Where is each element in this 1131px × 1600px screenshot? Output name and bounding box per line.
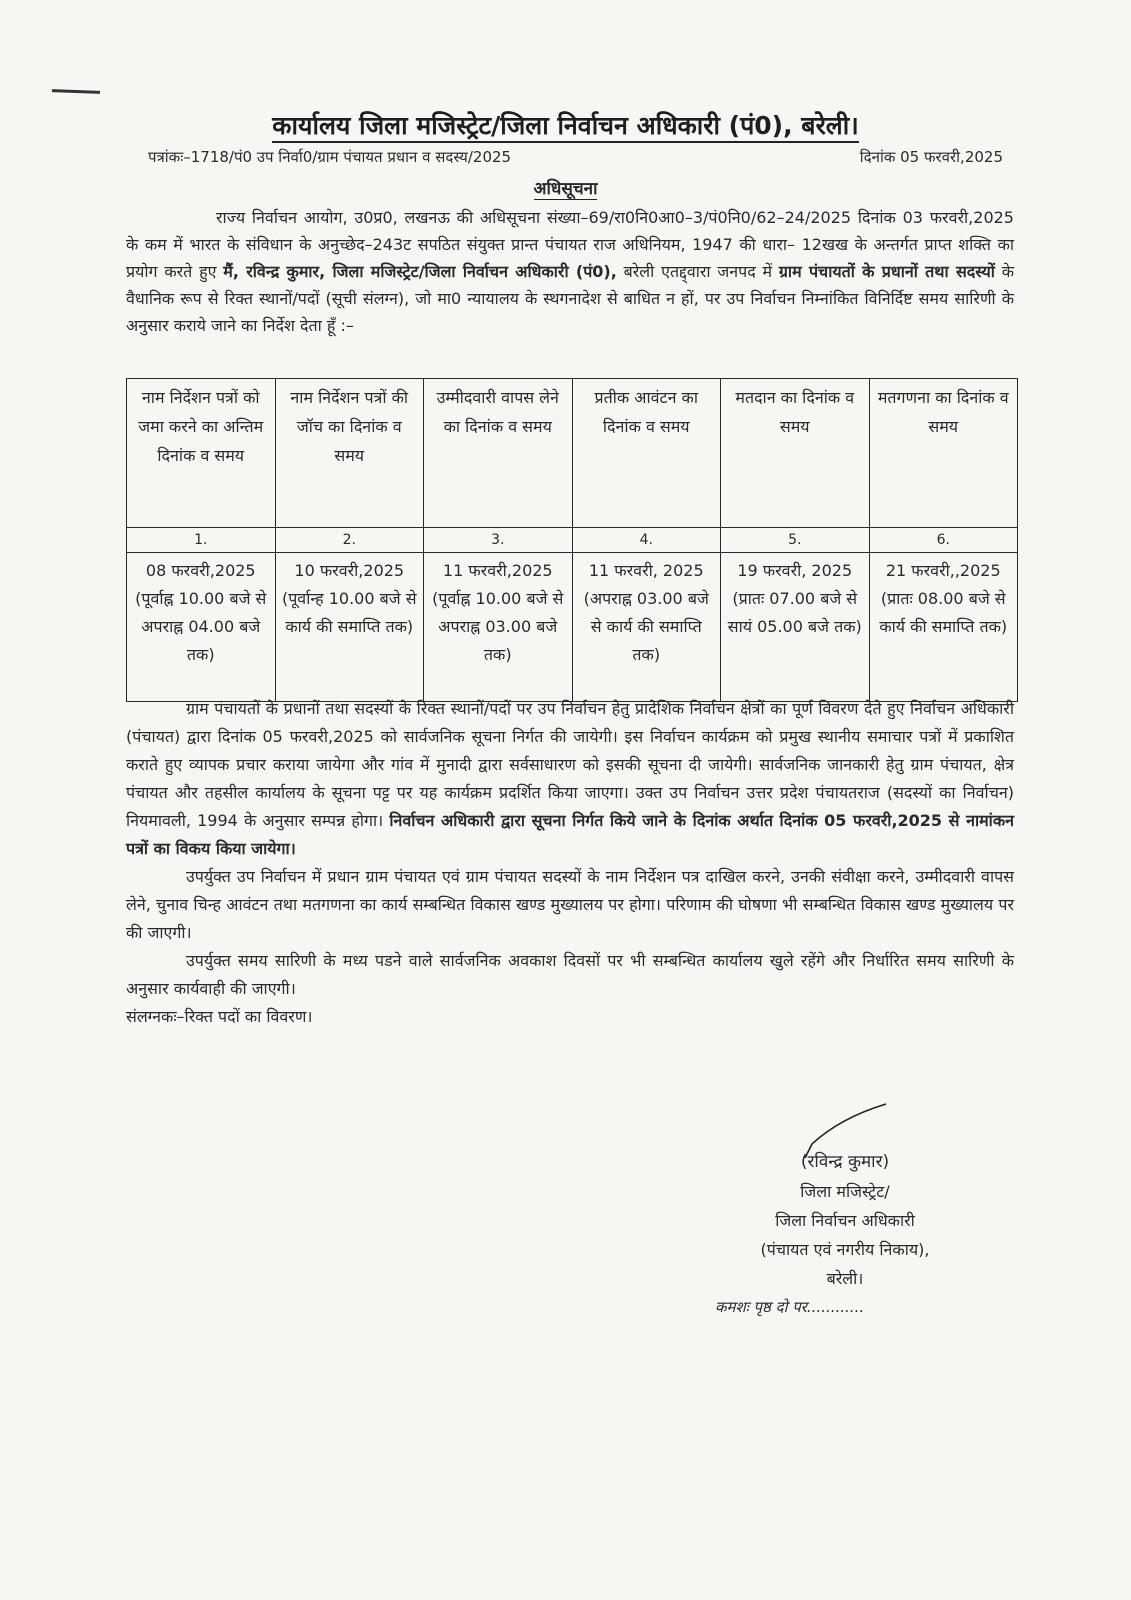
signatory-name: (रविन्द्र कुमार) [800, 1152, 890, 1172]
schedule-cell [572, 553, 721, 702]
header-cell: उम्मीदवारी वापस लेने का दिनांक व समय [424, 379, 573, 528]
schedule-time: (प्रातः 07.00 बजे से सायं 05.00 बजे तक) [727, 589, 862, 636]
schedule-cell [424, 553, 573, 702]
table-header-row [127, 379, 1018, 528]
number-cell: 3. [424, 528, 573, 553]
header-cell: प्रतीक आवंटन का दिनांक व समय [572, 379, 721, 528]
body-text [126, 695, 1014, 1031]
paragraph-venue: उपर्युक्त उप निर्वाचन में प्रधान ग्राम पंचायत एवं ग्राम पंचायत सदस्यों के नाम निर्देशन पत्र दाखिल करने, उनकी संवीक्षा करने, उम्मीदवारी वापस लेने, चुनाव चिन्ह आवंटन तथा मतगणना का कार्य सम्बन्धित विकास खण्ड मुख्यालय पर होगा। परिणाम की घोषणा भी सम्बन्धित विकास खण्ड मुख्यालय पर की जाएगी। [126, 867, 1014, 942]
continued-note: कमशः पृष्ठ दो पर............ [715, 1298, 865, 1316]
schedule-cell [721, 553, 870, 702]
issue-date: दिनांक 05 फरवरी,2025 [859, 148, 1003, 166]
schedule-cell [275, 553, 424, 702]
schedule-date: 11 फरवरी,2025 [442, 561, 553, 580]
schedule-time: (अपराह्न 03.00 बजे से कार्य की समाप्ति तक) [583, 589, 709, 664]
office-title: कार्यालय जिला मजिस्ट्रेट/जिला निर्वाचन अधिकारी (पं0), बरेली। [0, 108, 1131, 142]
edge-mark [52, 89, 100, 94]
table-number-row [127, 528, 1018, 553]
schedule-time: (पूर्वाह्न 10.00 बजे से अपराह्न 04.00 बजे तक) [135, 589, 267, 664]
intro-paragraph: राज्य निर्वाचन आयोग, उ0प्र0, लखनऊ की अधिसूचना संख्या–69/रा0नि0आ0–3/पं0नि0/62–24/2025 दिनांक 03 फरवरी,2025 के कम में भारत के संविधान के अनुच्छेद–243ट सपठित संयुक्त प्रान्त पंचायत राज अधिनियम, 1947 की धारा– 12खख के अन्तर्गत प्राप्त शक्ति का प्रयोग करते हुए मैं, रविन्द्र कुमार, जिला मजिस्ट्रेट/जिला निर्वाचन अधिकारी (पं0), बरेली एतद्द्वारा जनपद में ग्राम पंचायतों के प्रधानों तथा सदस्यों के वैधानिक रूप से रिक्त स्थानों/पदों (सूची संलग्न), जो मा0 न्यायालय के स्थगनादेश से बाधित न हों, पर उप निर्वाचन निम्नांकित विनिर्दिष्ट समय सारिणी के अनुसार कराये जाने का निर्देश देता हूँ :– [126, 208, 1015, 335]
schedule-cell [127, 553, 276, 702]
schedule-date: 21 फरवरी,,2025 [885, 561, 1001, 580]
header-cell: मतदान का दिनांक व समय [721, 379, 870, 528]
number-cell: 1. [127, 528, 276, 553]
schedule-cell [869, 553, 1018, 702]
schedule-date: 08 फरवरी,2025 [145, 561, 256, 580]
number-cell: 5. [721, 528, 870, 553]
table-row [127, 553, 1018, 702]
paragraph-public-notice: ग्राम पंचायतों के प्रधानों तथा सदस्यों के रिक्त स्थानों/पदों पर उप निर्वाचन हेतु प्रादेशिक निर्वाचन क्षेत्रों का पूर्ण विवरण देते हुए निर्वाचन अधिकारी (पंचायत) द्वारा दिनांक 05 फरवरी,2025 को सार्वजनिक सूचना निर्गत की जायेगी। इस निर्वाचन कार्यक्रम को प्रमुख स्थानीय समाचार पत्रों में प्रकाशित कराते हुए व्यापक प्रचार कराया जायेगा और गांव में मुनादी द्वारा सर्वसाधारण को इसकी सूचना दी जायेगी। सार्वजनिक जानकारी हेतु ग्राम पंचायत, क्षेत्र पंचायत और तहसील कार्यालय के सूचना पट्ट पर यह कार्यक्रम प्रदर्शित किया जाएगा। उक्त उप निर्वाचन उत्तर प्रदेश पंचायतराज (सदस्यों का निर्वाचन) नियमावली, 1994 के अनुसार सम्पन्न होगा। निर्वाचन अधिकारी द्वारा सूचना निर्गत किये जाने के दिनांक अर्थात दिनांक 05 फरवरी,2025 से नामांकन पत्रों का विकय किया जायेगा। [126, 699, 1014, 858]
header-cell: नाम निर्देशन पत्रों की जॉच का दिनांक व समय [275, 379, 424, 528]
schedule-date: 11 फरवरी, 2025 [588, 561, 704, 580]
signatory-designation: जिला निर्वाचन अधिकारी [775, 1211, 915, 1230]
schedule-date: 19 फरवरी, 2025 [737, 561, 853, 580]
number-cell: 6. [869, 528, 1018, 553]
schedule-time: (पूर्वाह्न 10.00 बजे से अपराह्न 03.00 बजे तक) [432, 589, 564, 664]
number-cell: 4. [572, 528, 721, 553]
signatory-designation: (पंचायत एवं नगरीय निकाय), [760, 1240, 930, 1259]
schedule-time: (पूर्वान्ह 10.00 बजे से कार्य की समाप्ति तक) [281, 589, 417, 636]
schedule-time: (प्रातः 08.00 बजे से कार्य की समाप्ति तक) [879, 589, 1008, 636]
number-cell: 2. [275, 528, 424, 553]
paragraph-holidays: उपर्युक्त समय सारिणी के मध्य पडने वाले सार्वजनिक अवकाश दिवसों पर भी सम्बन्धित कार्यालय खुले रहेंगे और निर्धारित समय सारिणी के अनुसार कार्यवाही की जाएगी। [126, 951, 1014, 998]
reference-number: पत्रांकः–1718/पं0 उप निर्वा0/ग्राम पंचायत प्रधान व सदस्य/2025 [148, 148, 512, 166]
signatory-designation: जिला मजिस्ट्रेट/ [800, 1182, 890, 1201]
signature-block [700, 1148, 990, 1293]
signatory-location: बरेली। [826, 1269, 864, 1288]
election-schedule-table [126, 378, 1018, 702]
notification-heading: अधिसूचना [533, 179, 598, 199]
schedule-date: 10 फरवरी,2025 [294, 561, 405, 580]
header-cell: नाम निर्देशन पत्रों को जमा करने का अन्तिम दिनांक व समय [127, 379, 276, 528]
header-cell: मतगणना का दिनांक व समय [869, 379, 1018, 528]
enclosure-note: संलग्नकः–रिक्त पदों का विवरण। [126, 1007, 313, 1026]
